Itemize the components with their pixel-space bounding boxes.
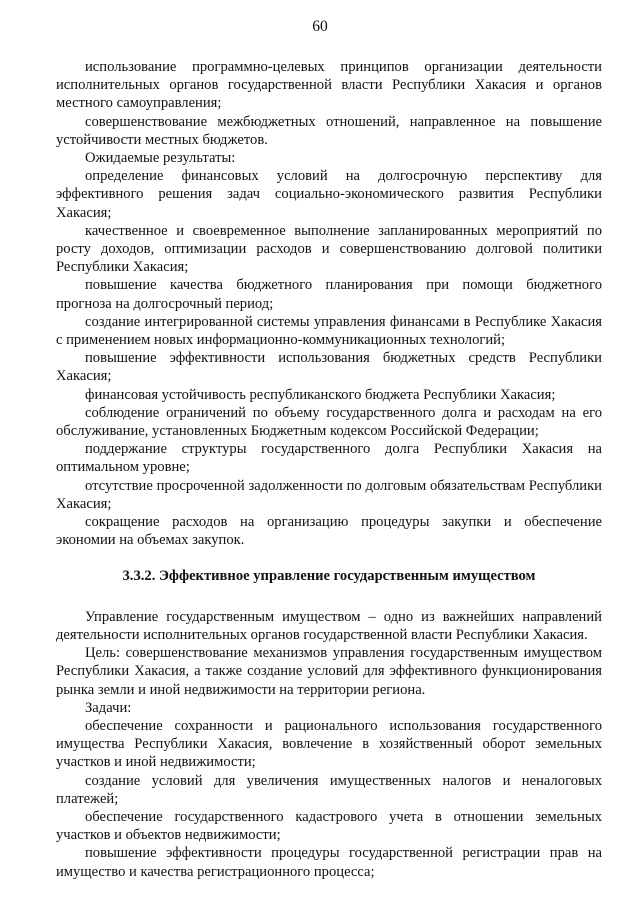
paragraph: определение финансовых условий на долгосрочную перспективу для эффективного решения задач социально-экономического развития Республики Хакасия; [56, 168, 602, 221]
paragraph: качественное и своевременное выполнение запланированных мероприятий по росту доходов, оптимизации расходов и совершенствованию долговой политики Республики Хакасия; [56, 222, 602, 276]
paragraph: соблюдение ограничений по объему государственного долга и расходам на его обслуживание, установленных Бюджетным кодексом Российской Федерации; [56, 404, 602, 440]
paragraph: Управление государственным имуществом – одно из важнейших направлений деятельности исполнительных органов государственной власти Республики Хакасия. [56, 608, 602, 643]
paragraph: обеспечение сохранности и рационального использования государственного имущества Республики Хакасия, вовлечение в хозяйственный оборот земельных участков и иной недвижимости; [56, 717, 602, 771]
section-heading: 3.3.2. Эффективное управление государственным имуществом [122, 568, 536, 585]
paragraph: повышение эффективности процедуры государственной регистрации прав на имущество и качества регистрационного процесса; [56, 845, 602, 880]
paragraph: отсутствие просроченной задолженности по долговым обязательствам Республики Хакасия; [56, 477, 602, 512]
paragraph: Цель: совершенствование механизмов управления государственным имуществом Республики Хакасия, а также создание условий для эффективного функционирования рынка земли и иной недвижимости на территории региона. [56, 645, 602, 698]
paragraph: финансовая устойчивость республиканского бюджета Республики Хакасия; [85, 386, 556, 403]
paragraph: создание интегрированной системы управления финансами в Республике Хакасия с применением новых информационно-коммуникационных технологий; [56, 313, 602, 349]
paragraph: использование программно-целевых принципов организации деятельности исполнительных органов государственной власти Республики Хакасия и органов местного самоуправления; [56, 59, 602, 112]
paragraph: повышение качества бюджетного планирования при помощи бюджетного прогноза на долгосрочный период; [56, 277, 602, 312]
paragraph: повышение эффективности использования бюджетных средств Республики Хакасия; [56, 350, 602, 385]
paragraph: Задачи: [85, 699, 132, 716]
paragraph: обеспечение государственного кадастрового учета в отношении земельных участков и объектов недвижимости; [56, 808, 602, 844]
paragraph: совершенствование межбюджетных отношений, направленное на повышение устойчивости местных бюджетов. [56, 113, 602, 148]
paragraph: Ожидаемые результаты: [85, 150, 236, 167]
paragraph: создание условий для увеличения имущественных налогов и неналоговых платежей; [56, 772, 602, 807]
page-content [56, 58, 602, 881]
paragraph: сокращение расходов на организацию процедуры закупки и обеспечение экономии на объемах закупок. [56, 514, 602, 549]
paragraph: поддержание структуры государственного долга Республики Хакасия на оптимальном уровне; [56, 441, 602, 476]
page-number: 60 [312, 18, 328, 35]
